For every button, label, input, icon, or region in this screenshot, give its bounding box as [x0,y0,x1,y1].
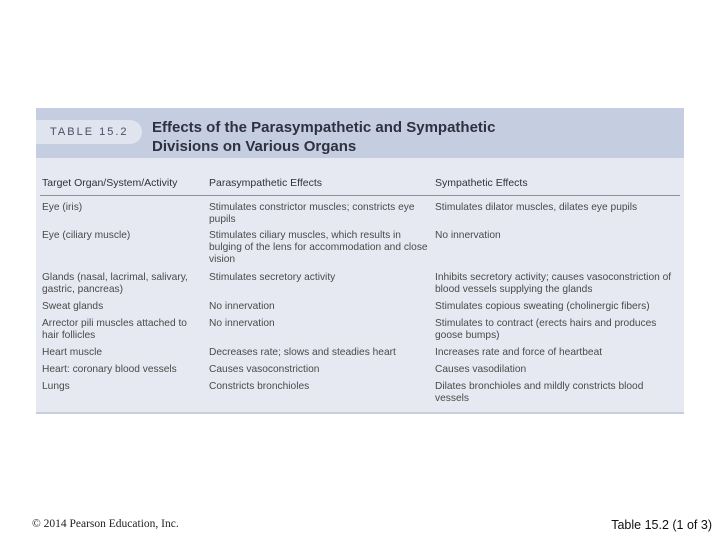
column-header-sympathetic: Sympathetic Effects [435,177,528,189]
table-row-sympathetic: No innervation [435,230,501,241]
table-row-parasympathetic: No innervation [209,301,275,312]
table-row-parasympathetic: No innervation [209,318,275,329]
table-title-line2: Divisions on Various Organs [152,138,357,155]
table-row-sympathetic: Stimulates dilator muscles, dilates eye pupils [435,202,638,213]
table-row-sympathetic: Increases rate and force of heartbeat [435,347,603,358]
table-row-organ: Heart: coronary blood vessels [42,364,177,375]
table-row-parasympathetic: Causes vasoconstriction [209,364,320,375]
table-row-organ: Heart muscle [42,347,103,358]
table-row-sympathetic: Inhibits secretory activity; causes vasoconstriction of blood vessels supplying the glands [435,272,672,295]
table-row-parasympathetic: Decreases rate; slows and steadies heart [209,347,396,358]
table-row-parasympathetic: Stimulates secretory activity [209,272,336,283]
table-row-parasympathetic: Stimulates ciliary muscles, which results in bulging of the lens for accommodation and close vision [209,230,428,265]
table-row-parasympathetic: Stimulates constrictor muscles; constricts eye pupils [209,202,415,225]
table-row-organ: Glands (nasal, lacrimal, salivary, gastric, pancreas) [42,272,188,295]
header-divider [40,195,680,196]
table-header [36,108,684,158]
slide-label: Table 15.2 (1 of 3) [611,518,712,532]
copyright-text: © 2014 Pearson Education, Inc. [32,518,179,530]
table-row-organ: Eye (ciliary muscle) [42,230,131,241]
table-row-organ: Lungs [42,381,70,392]
table-row-organ: Arrector pili muscles attached to hair follicles [42,318,187,341]
table-row-organ: Eye (iris) [42,202,83,213]
table-tag: TABLE 15.2 [36,120,142,144]
table-title [152,118,572,156]
table-panel [36,108,684,414]
table-row-sympathetic: Dilates bronchioles and mildly constricts blood vessels [435,381,644,404]
table-row-sympathetic: Causes vasodilation [435,364,527,375]
column-header-organ: Target Organ/System/Activity [42,177,178,189]
column-header-parasympathetic: Parasympathetic Effects [209,177,323,189]
table-row-parasympathetic: Constricts bronchioles [209,381,310,392]
table-row-sympathetic: Stimulates copious sweating (cholinergic fibers) [435,301,650,312]
table-row-organ: Sweat glands [42,301,104,312]
table-row-sympathetic: Stimulates to contract (erects hairs and produces goose bumps) [435,318,657,341]
table-title-line1: Effects of the Parasympathetic and Sympathetic [152,119,496,136]
